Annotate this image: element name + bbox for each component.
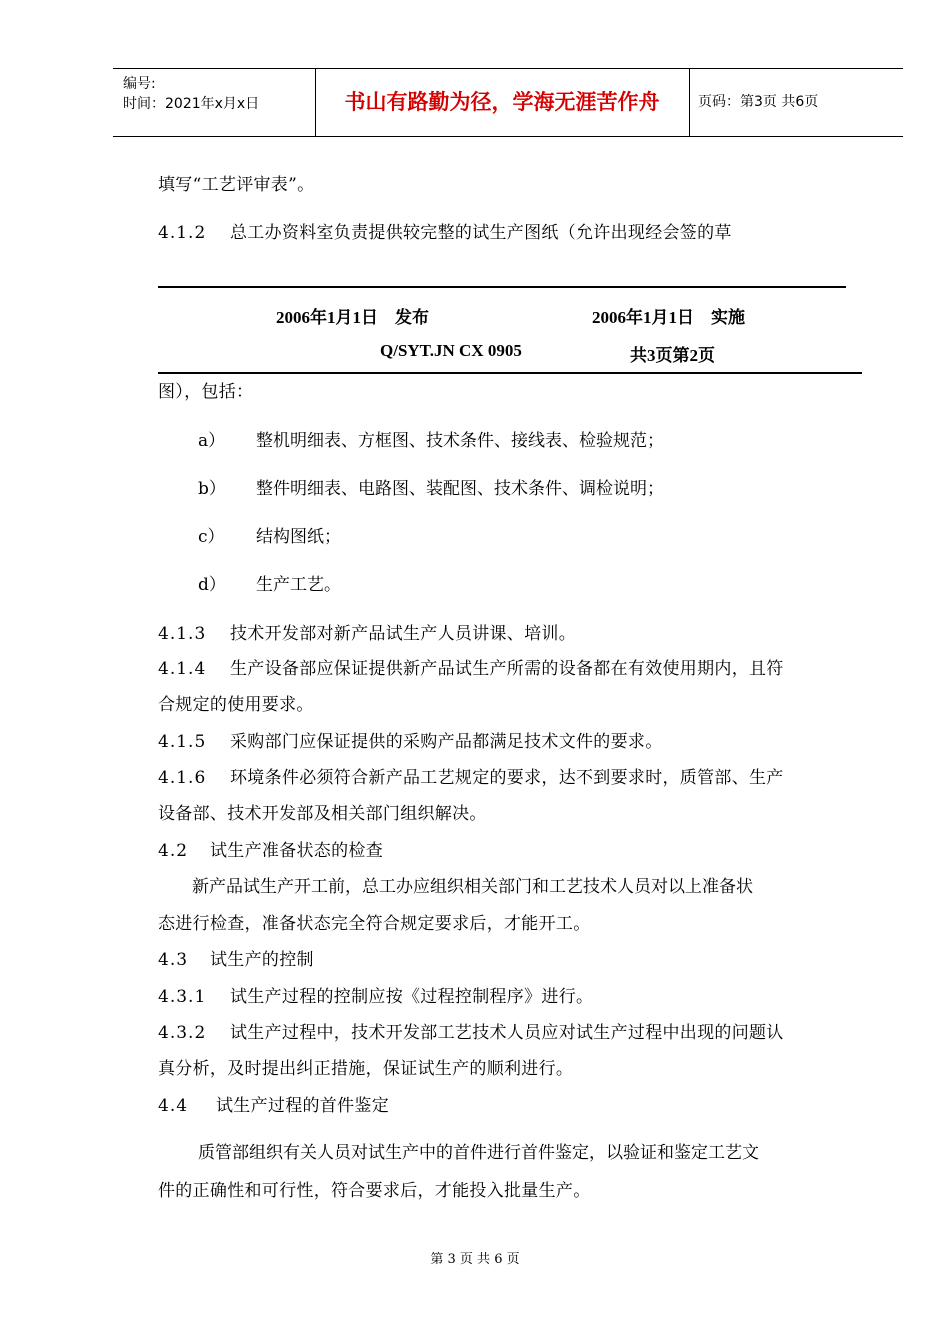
list-item-label: a） bbox=[198, 431, 226, 451]
clause-text: 试生产过程的控制应按《过程控制程序》进行。 bbox=[230, 987, 594, 1007]
list-item-label: d） bbox=[198, 575, 226, 595]
clause-number: 4.3.1 bbox=[158, 987, 207, 1007]
list-item: 整机明细表、方框图、技术条件、接线表、检验规范； bbox=[256, 431, 664, 451]
clause-text: 环境条件必须符合新产品工艺规定的要求，达不到要求时，质管部、生产 bbox=[230, 768, 784, 788]
text-line: 图），包括： bbox=[158, 382, 254, 402]
clause-text: 采购部门应保证提供的采购产品都满足技术文件的要求。 bbox=[230, 732, 663, 752]
divider-rule bbox=[158, 372, 862, 374]
list-item: 生产工艺。 bbox=[256, 575, 341, 595]
list-item: 整件明细表、电路图、装配图、技术条件、调检说明； bbox=[256, 479, 664, 499]
clause-text: 总工办资料室负责提供较完整的试生产图纸（允许出现经会签的草 bbox=[230, 223, 732, 243]
section-4-2 bbox=[158, 836, 383, 861]
clause-number: 4.1.6 bbox=[158, 768, 207, 788]
header-motto: 书山有路勤为径，学海无涯苦作舟 bbox=[315, 69, 690, 136]
text-line: 件的正确性和可行性，符合要求后，才能投入批量生产。 bbox=[158, 1181, 591, 1201]
text-line: 新产品试生产开工前，总工办应组织相关部门和工艺技术人员对以上准备状 bbox=[192, 877, 753, 897]
time-label: 时间：2021年x月x日 bbox=[123, 96, 260, 112]
clause-4-1-4 bbox=[158, 654, 784, 679]
section-number: 4.3 bbox=[158, 950, 189, 970]
document-code: Q/SYT.JN CX 0905 bbox=[380, 341, 522, 360]
clause-number: 4.3.2 bbox=[158, 1023, 207, 1043]
clause-4-1-5 bbox=[158, 727, 663, 752]
section-4-4 bbox=[158, 1091, 389, 1116]
clause-4-1-6 bbox=[158, 763, 784, 788]
page-header bbox=[113, 68, 903, 137]
clause-text: 试生产过程中，技术开发部工艺技术人员应对试生产过程中出现的问题认 bbox=[230, 1023, 784, 1043]
text-line: 态进行检查，准备状态完全符合规定要求后，才能开工。 bbox=[158, 914, 591, 934]
clause-4-3-2 bbox=[158, 1018, 784, 1043]
list-item-label: c） bbox=[198, 527, 225, 547]
clause-text: 技术开发部对新产品试生产人员讲课、培训。 bbox=[230, 624, 576, 644]
clause-number: 4.1.4 bbox=[158, 659, 207, 679]
section-number: 4.2 bbox=[158, 841, 189, 861]
divider-rule bbox=[158, 286, 846, 288]
clause-4-1-3 bbox=[158, 619, 576, 644]
clause-number: 4.1.2 bbox=[158, 223, 207, 243]
section-title: 试生产的控制 bbox=[210, 950, 314, 970]
list-item: 结构图纸； bbox=[256, 527, 341, 547]
clause-number: 4.1.5 bbox=[158, 732, 207, 752]
text-line: 合规定的使用要求。 bbox=[158, 695, 314, 715]
header-page-label: 页码：第3页 共6页 bbox=[698, 94, 819, 110]
clause-text: 生产设备部应保证提供新产品试生产所需的设备都在有效使用期内，且符 bbox=[230, 659, 784, 679]
text-line: 质管部组织有关人员对试生产中的首件进行首件鉴定，以验证和鉴定工艺文 bbox=[198, 1143, 759, 1163]
number-label: 编号: bbox=[123, 76, 156, 92]
header-meta bbox=[113, 69, 316, 136]
section-title: 试生产过程的首件鉴定 bbox=[216, 1096, 389, 1116]
section-number: 4.4 bbox=[158, 1096, 189, 1116]
text-line: 填写“工艺评审表”。 bbox=[158, 175, 315, 195]
section-4-3 bbox=[158, 945, 314, 970]
page-footer: 第 3 页 共 6 页 bbox=[430, 1252, 520, 1267]
text-line: 设备部、技术开发部及相关部门组织解决。 bbox=[158, 804, 487, 824]
section-title: 试生产准备状态的检查 bbox=[210, 841, 383, 861]
list-item-label: b） bbox=[198, 479, 226, 499]
document-pages: 共3页第2页 bbox=[630, 346, 715, 365]
clause-4-1-2 bbox=[158, 218, 732, 243]
clause-number: 4.1.3 bbox=[158, 624, 207, 644]
clause-4-3-1 bbox=[158, 982, 593, 1007]
effective-date: 2006年1月1日 实施 bbox=[592, 308, 745, 327]
issue-date: 2006年1月1日 发布 bbox=[276, 308, 429, 327]
text-line: 真分析，及时提出纠正措施，保证试生产的顺利进行。 bbox=[158, 1059, 574, 1079]
